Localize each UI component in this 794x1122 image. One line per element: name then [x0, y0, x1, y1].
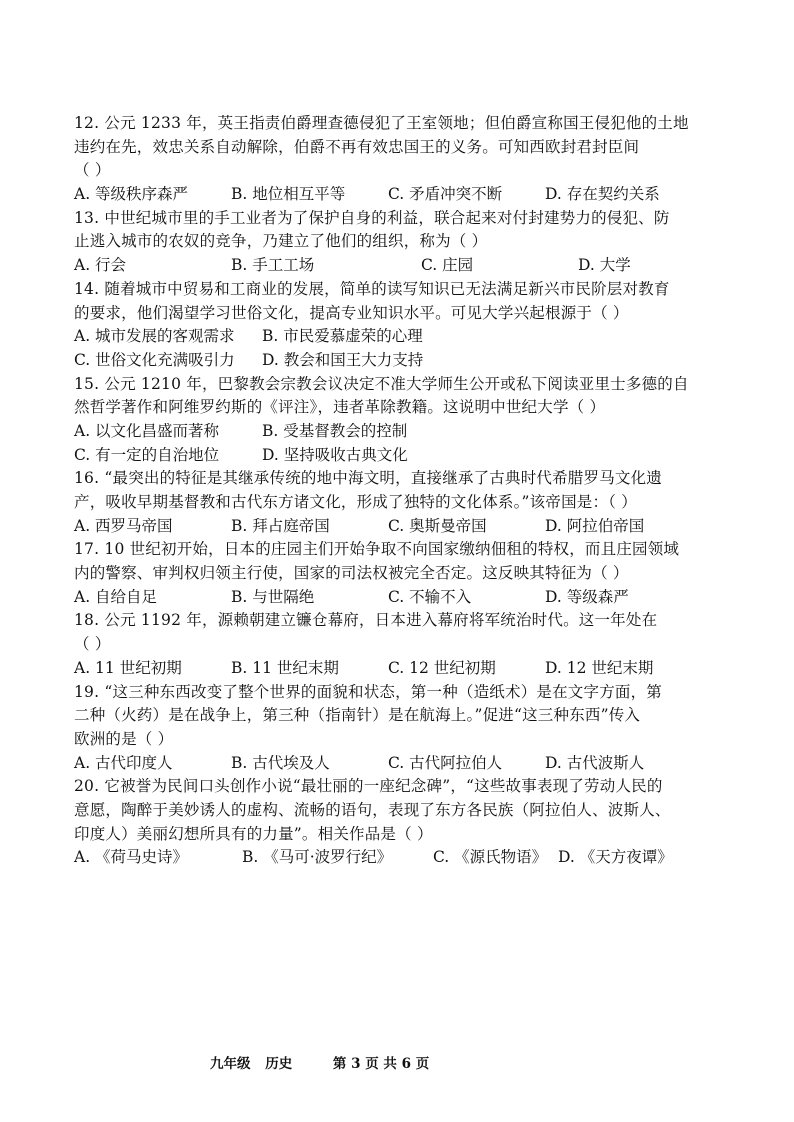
question-stem-line: 13. 中世纪城市里的手工业者为了保护自身的利益，联合起来对付封建势力的侵犯、防 [74, 208, 670, 227]
options-row [74, 183, 714, 207]
option-c: C. 有一定的自治地位 [74, 445, 220, 464]
question-stem-line: 产，吸收早期基督教和古代东方诸文化，形成了独特的文化体系。”该帝国是：（ ） [74, 493, 637, 511]
option-b: B. 手工工场 [231, 256, 315, 275]
question-14 [74, 278, 714, 373]
option-a: A. 自给自足 [74, 587, 158, 606]
option-c: C. 世俗文化充满吸引力 [74, 350, 235, 369]
question-list [74, 112, 714, 870]
options-row [74, 752, 714, 776]
option-b: B. 地位相互平等 [231, 185, 346, 204]
option-b: B. 市民爱慕虚荣的心理 [262, 327, 423, 346]
options-row [74, 657, 714, 681]
option-d: D. 12 世纪末期 [545, 658, 654, 677]
footer-grade: 九年级 [210, 1056, 251, 1072]
option-c: C. 奥斯曼帝国 [388, 516, 487, 535]
question-stem-line: 17. 10 世纪初开始，日本的庄园主们开始争取不向国家缴纳佃租的特权，而且庄园领域 [74, 540, 680, 559]
options-row [74, 515, 714, 539]
option-a: A. 城市发展的客观需求 [74, 327, 235, 346]
question-stem-line: 意愿，陶醉于美妙诱人的虚构、流畅的语句，表现了东方各民族（阿拉伯人、波斯人、 [74, 800, 671, 819]
options-row [74, 444, 714, 468]
question-stem-line: 印度人）美丽幻想所具有的力量”。相关作品是（ ） [74, 824, 433, 843]
option-d: D. 《天方夜谭》 [558, 848, 673, 867]
question-18 [74, 609, 714, 680]
question-stem-line: 20. 它被誉为民间口头创作小说“最壮丽的一座纪念碑”，“这些故事表现了劳动人民的 [74, 777, 663, 796]
options-row [74, 254, 714, 278]
options-row [74, 586, 714, 610]
option-c: C. 不输不入 [388, 587, 472, 606]
option-d: D. 存在契约关系 [545, 185, 660, 204]
question-15 [74, 373, 714, 468]
option-d: D. 阿拉伯帝国 [545, 516, 645, 535]
option-b: B. 拜占庭帝国 [231, 516, 330, 535]
question-stem-line: 然哲学著作和阿维罗约斯的《评注》，违者革除教籍。这说明中世纪大学（ ） [74, 398, 606, 417]
question-stem-line: 16. “最突出的特征是其继承传统的地中海文明，直接继承了古典时代希腊罗马文化遗 [74, 469, 663, 488]
option-a: A. 《荷马史诗》 [74, 848, 189, 867]
option-a: A. 11 世纪初期 [74, 658, 182, 677]
option-a: A. 以文化昌盛而著称 [74, 421, 220, 440]
question-stem-line: 违约在先，效忠关系自动解除，伯爵不再有效忠国王的义务。可知西欧封君封臣间 [74, 137, 640, 156]
options-row [74, 846, 714, 870]
question-stem-line: 15. 公元 1210 年，巴黎教会宗教会议决定不准大学师生公开或私下阅读亚里士多德的自 [74, 374, 689, 393]
question-13 [74, 207, 714, 278]
option-a: A. 古代印度人 [74, 753, 173, 772]
option-d: D. 古代波斯人 [545, 753, 645, 772]
question-16 [74, 467, 714, 538]
question-12 [74, 112, 714, 207]
question-stem-line: （ ） [74, 161, 111, 180]
question-stem-line: （ ） [74, 635, 111, 654]
question-19 [74, 681, 714, 776]
options-row [74, 420, 714, 444]
option-c: C. 古代阿拉伯人 [388, 753, 503, 772]
question-stem-line: 二种（火药）是在战争上，第三种（指南针）是在航海上。”促进“这三种东西”传入 [74, 706, 641, 725]
question-stem-line: 欧洲的是（ ） [74, 729, 174, 748]
option-a: A. 等级秩序森严 [74, 185, 189, 204]
question-stem-line: 19. “这三种东西改变了整个世界的面貌和状态，第一种（造纸术）是在文字方面，第 [74, 682, 663, 701]
question-stem-line: 止逃入城市的农奴的竞争，乃建立了他们的组织，称为（ ） [74, 232, 488, 251]
option-d: D. 大学 [578, 256, 631, 275]
option-b: B. 与世隔绝 [231, 587, 315, 606]
question-stem-line: 12. 公元 1233 年，英王指责伯爵理查德侵犯了王室领地；但伯爵宣称国王侵犯他的土地 [74, 114, 689, 132]
option-b: B. 古代埃及人 [231, 753, 330, 772]
page-footer [210, 1052, 429, 1072]
option-c: C. 《源氏物语》 [433, 848, 548, 867]
question-stem-line: 的要求，他们渴望学习世俗文化，提高专业知识水平。可见大学兴起根源于（ ） [74, 303, 629, 322]
question-stem-line: 18. 公元 1192 年，源赖朝建立镰仓幕府，日本进入幕府将军统治时代。这一年处在 [74, 611, 658, 630]
option-d: D. 坚持吸收古典文化 [262, 445, 408, 464]
option-b: B. 11 世纪末期 [231, 658, 339, 677]
footer-page-number: 第 3 页 共 6 页 [332, 1056, 430, 1072]
option-c: C. 矛盾冲突不断 [388, 185, 503, 204]
option-a: A. 西罗马帝国 [74, 516, 173, 535]
question-stem-line: 内的警察、审判权归领主行使，国家的司法权被完全否定。这反映其特征为（ ） [74, 564, 629, 583]
question-stem-line: 14. 随着城市中贸易和工商业的发展，简单的读写知识已无法满足新兴市民阶层对教育 [74, 279, 670, 298]
footer-subject: 历史 [265, 1056, 293, 1072]
option-d: D. 等级森严 [545, 587, 629, 606]
option-b: B. 《马可·波罗行纪》 [242, 848, 393, 867]
option-b: B. 受基督教会的控制 [262, 421, 408, 440]
option-c: C. 庄园 [421, 256, 474, 275]
question-20 [74, 775, 714, 870]
options-row [74, 325, 714, 349]
option-d: D. 教会和国王大力支持 [262, 350, 424, 369]
question-17 [74, 538, 714, 609]
option-c: C. 12 世纪初期 [388, 658, 496, 677]
options-row [74, 349, 714, 373]
option-a: A. 行会 [74, 256, 127, 275]
